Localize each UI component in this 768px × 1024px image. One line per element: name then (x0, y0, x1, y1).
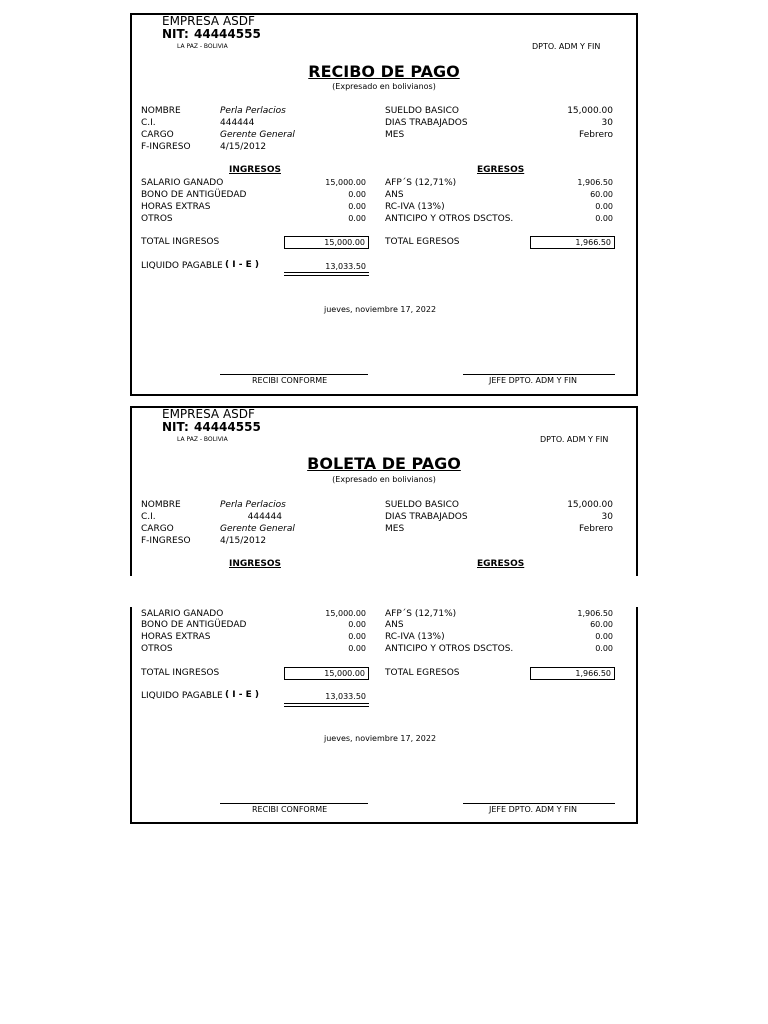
egreso-label: AFP´S (12,71%) (385, 178, 457, 188)
ingreso-value: 0.00 (348, 632, 366, 641)
company-name: EMPRESA ASDF (162, 14, 255, 28)
nombre-label: NOMBRE (141, 500, 181, 510)
ci-value: 444444 (220, 118, 255, 128)
document-title: RECIBO DE PAGO (308, 62, 460, 81)
sueldo-value: 15,000.00 (567, 500, 613, 510)
nit-value: 44444555 (194, 27, 261, 41)
egreso-value: 0.00 (595, 214, 613, 223)
signature-left: RECIBI CONFORME (252, 376, 328, 385)
city: LA PAZ - BOLIVIA (177, 436, 228, 443)
ci-label: C.I. (141, 118, 156, 128)
egreso-label: ANTICIPO Y OTROS DSCTOS. (385, 644, 514, 654)
signature-right: JEFE DPTO. ADM Y FIN (489, 376, 577, 385)
ingreso-label: SALARIO GANADO (141, 178, 224, 188)
signature-line-left (220, 374, 368, 375)
egreso-label: ANS (385, 620, 404, 630)
nit-label: NIT: (162, 420, 189, 434)
signature-left: RECIBI CONFORME (252, 805, 328, 814)
egreso-value: 1,906.50 (577, 609, 613, 618)
ingreso-value: 15,000.00 (325, 609, 366, 618)
total-egresos-box: 1,966.50 (530, 667, 615, 680)
ingreso-value: 0.00 (348, 202, 366, 211)
dias-value: 30 (601, 512, 613, 522)
egreso-value: 1,906.50 (577, 178, 613, 187)
egreso-value: 60.00 (590, 620, 613, 629)
fingreso-label: F-INGRESO (141, 536, 191, 546)
signature-line-right (463, 374, 615, 375)
sueldo-value: 15,000.00 (567, 106, 613, 116)
liquido-underline (284, 703, 369, 707)
document-subtitle: (Expresado en bolivianos) (332, 82, 436, 91)
sueldo-label: SUELDO BASICO (385, 500, 459, 510)
cargo-value: Gerente General (220, 524, 295, 534)
liquido-formula: ( I - E ) (225, 260, 259, 270)
nit-value: 44444555 (194, 420, 261, 434)
total-ingresos-label: TOTAL INGRESOS (141, 237, 220, 247)
liquido-underline (284, 272, 369, 276)
nombre-value: Perla Perlacios (220, 500, 286, 510)
document-date: jueves, noviembre 17, 2022 (324, 305, 437, 314)
ci-label: C.I. (141, 512, 156, 522)
liquido-formula: ( I - E ) (225, 690, 259, 700)
document-date: jueves, noviembre 17, 2022 (324, 734, 437, 743)
ingreso-label: OTROS (141, 214, 173, 224)
egreso-label: RC-IVA (13%) (385, 202, 445, 212)
liquido-label: LIQUIDO PAGABLE (141, 691, 223, 701)
liquido-label: LIQUIDO PAGABLE (141, 261, 223, 271)
ingreso-value: 0.00 (348, 214, 366, 223)
nombre-label: NOMBRE (141, 106, 181, 116)
ingreso-label: HORAS EXTRAS (141, 202, 211, 212)
egresos-heading: EGRESOS (477, 559, 525, 569)
fingreso-value: 4/15/2012 (220, 142, 267, 152)
document-subtitle: (Expresado en bolivianos) (332, 475, 436, 484)
ingreso-value: 0.00 (348, 644, 366, 653)
signature-line-left (220, 803, 368, 804)
ingresos-heading: INGRESOS (229, 559, 281, 569)
liquido-value: 13,033.50 (325, 692, 366, 701)
document-title: BOLETA DE PAGO (307, 454, 461, 473)
dias-label: DIAS TRABAJADOS (385, 512, 468, 522)
signature-line-right (463, 803, 615, 804)
ingreso-value: 0.00 (348, 620, 366, 629)
egreso-value: 0.00 (595, 632, 613, 641)
egresos-heading: EGRESOS (477, 165, 525, 175)
fingreso-value: 4/15/2012 (220, 536, 267, 546)
signature-right: JEFE DPTO. ADM Y FIN (489, 805, 577, 814)
total-ingresos-label: TOTAL INGRESOS (141, 668, 220, 678)
total-ingresos-box: 15,000.00 (284, 667, 369, 680)
total-egresos-label: TOTAL EGRESOS (385, 668, 460, 678)
ingreso-label: SALARIO GANADO (141, 609, 224, 619)
nit-label: NIT: (162, 27, 189, 41)
mes-value: Febrero (579, 130, 613, 140)
total-egresos-box: 1,966.50 (530, 236, 615, 249)
ingreso-value: 0.00 (348, 190, 366, 199)
company-name: EMPRESA ASDF (162, 407, 255, 421)
ingresos-heading: INGRESOS (229, 165, 281, 175)
egreso-label: RC-IVA (13%) (385, 632, 445, 642)
mes-label: MES (385, 130, 405, 140)
egreso-label: ANTICIPO Y OTROS DSCTOS. (385, 214, 514, 224)
total-egresos-label: TOTAL EGRESOS (385, 237, 460, 247)
dias-value: 30 (601, 118, 613, 128)
cargo-value: Gerente General (220, 130, 295, 140)
ingreso-label: OTROS (141, 644, 173, 654)
ci-value: 444444 (247, 512, 282, 522)
ingreso-label: HORAS EXTRAS (141, 632, 211, 642)
department: DPTO. ADM Y FIN (540, 435, 609, 444)
cargo-label: CARGO (141, 524, 174, 534)
sueldo-label: SUELDO BASICO (385, 106, 459, 116)
egreso-label: ANS (385, 190, 404, 200)
mes-label: MES (385, 524, 405, 534)
ingreso-value: 15,000.00 (325, 178, 366, 187)
liquido-value: 13,033.50 (325, 262, 366, 271)
egreso-label: AFP´S (12,71%) (385, 609, 457, 619)
ingreso-label: BONO DE ANTIGÜEDAD (141, 620, 247, 630)
total-ingresos-box: 15,000.00 (284, 236, 369, 249)
mes-value: Febrero (579, 524, 613, 534)
cargo-label: CARGO (141, 130, 174, 140)
department: DPTO. ADM Y FIN (532, 42, 601, 51)
city: LA PAZ - BOLIVIA (177, 43, 228, 50)
dias-label: DIAS TRABAJADOS (385, 118, 468, 128)
ingreso-label: BONO DE ANTIGÜEDAD (141, 190, 247, 200)
egreso-value: 0.00 (595, 644, 613, 653)
nombre-value: Perla Perlacios (220, 106, 286, 116)
egreso-value: 60.00 (590, 190, 613, 199)
egreso-value: 0.00 (595, 202, 613, 211)
fingreso-label: F-INGRESO (141, 142, 191, 152)
